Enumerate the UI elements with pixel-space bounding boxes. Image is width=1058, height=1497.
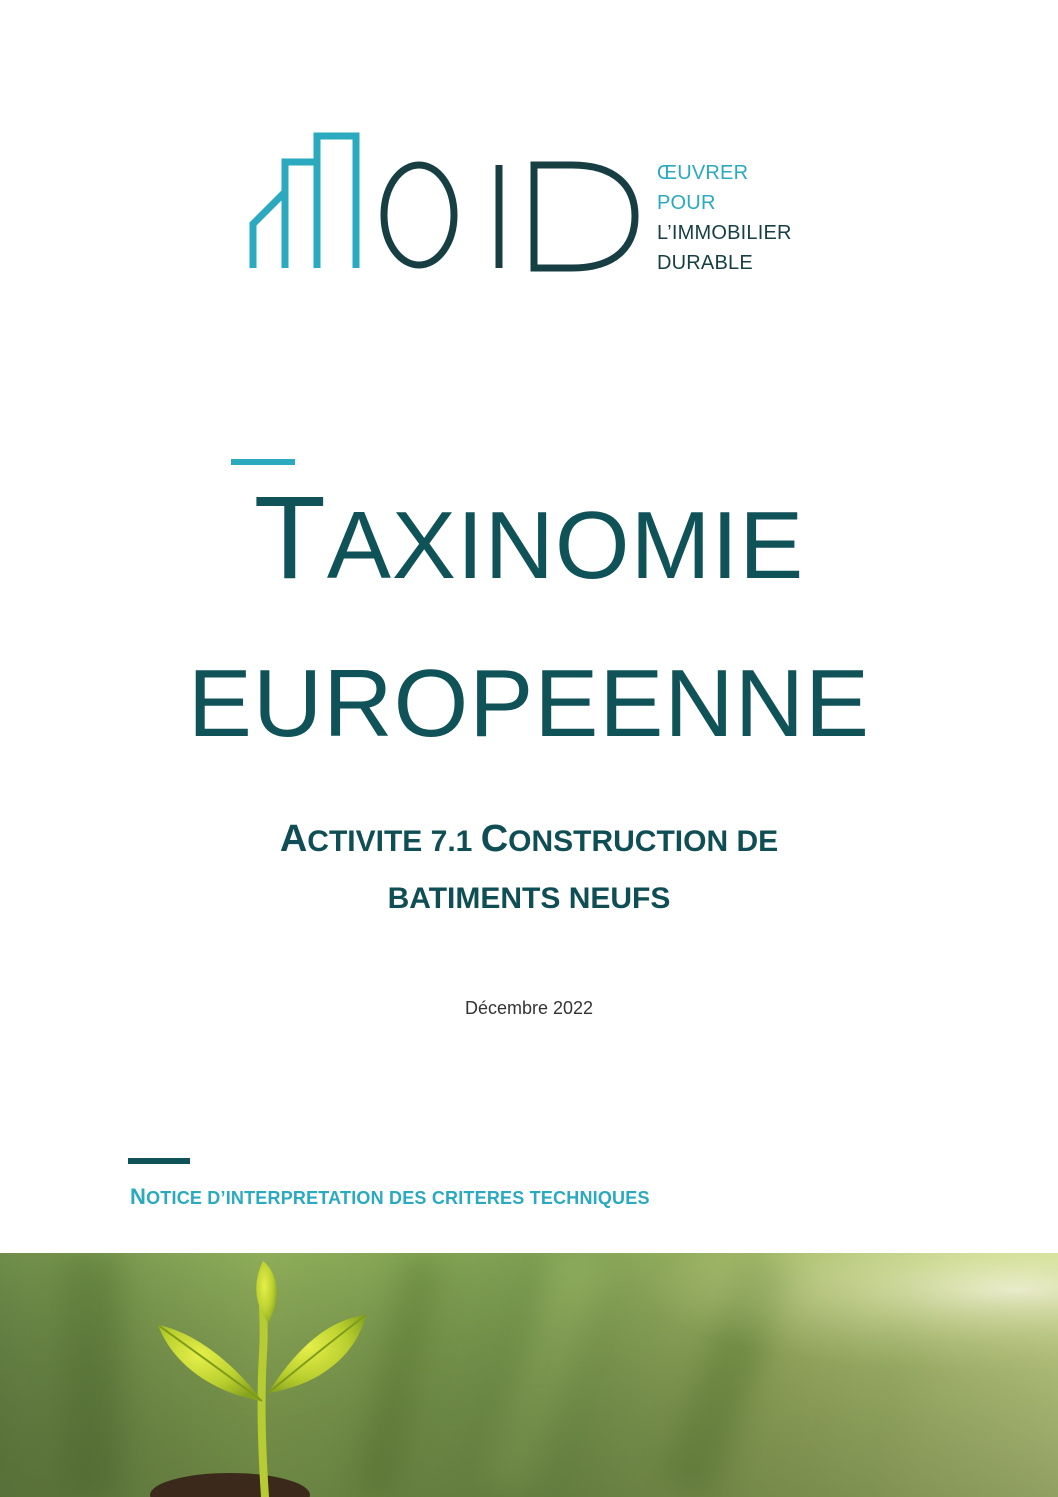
tagline-line-1: ŒUVRER xyxy=(657,162,749,184)
title-line-2: EUROPEENNE xyxy=(187,650,871,757)
logo-wordmark xyxy=(377,158,647,273)
title-accent-bar xyxy=(231,459,295,465)
title-line-1 xyxy=(0,472,1058,604)
notice-heading xyxy=(130,1184,650,1210)
title-rest: AXINOMIE xyxy=(326,492,805,599)
publication-date: Décembre 2022 xyxy=(464,998,594,1018)
logo-tagline xyxy=(657,158,792,278)
notice-initial: N xyxy=(130,1184,147,1209)
document-subtitle xyxy=(0,812,1058,929)
subtitle-initial-c: C xyxy=(480,818,509,860)
title-initial: T xyxy=(253,472,327,604)
tagline-line-3: L’IMMOBILIER xyxy=(657,222,792,244)
tagline-line-2: POUR xyxy=(657,192,716,214)
subtitle-line-1 xyxy=(0,812,1058,869)
notice-rest: OTICE D’INTERPRETATION DES CRITERES TECHNIQUES xyxy=(146,1188,650,1208)
seedling-photo xyxy=(0,1253,1058,1497)
seedling-illustration xyxy=(0,1253,1058,1497)
oid-logo xyxy=(245,128,845,278)
notice-accent-bar xyxy=(128,1158,190,1164)
building-bars-icon xyxy=(245,128,375,273)
document-title xyxy=(0,472,1058,760)
subtitle-initial-a: A xyxy=(279,818,308,860)
subtitle-line-2: BATIMENTS NEUFS xyxy=(387,882,671,915)
subtitle-activity: CTIVITE 7.1 xyxy=(307,825,481,858)
subtitle-construction: ONSTRUCTION DE xyxy=(508,825,779,858)
tagline-line-4: DURABLE xyxy=(657,252,753,274)
